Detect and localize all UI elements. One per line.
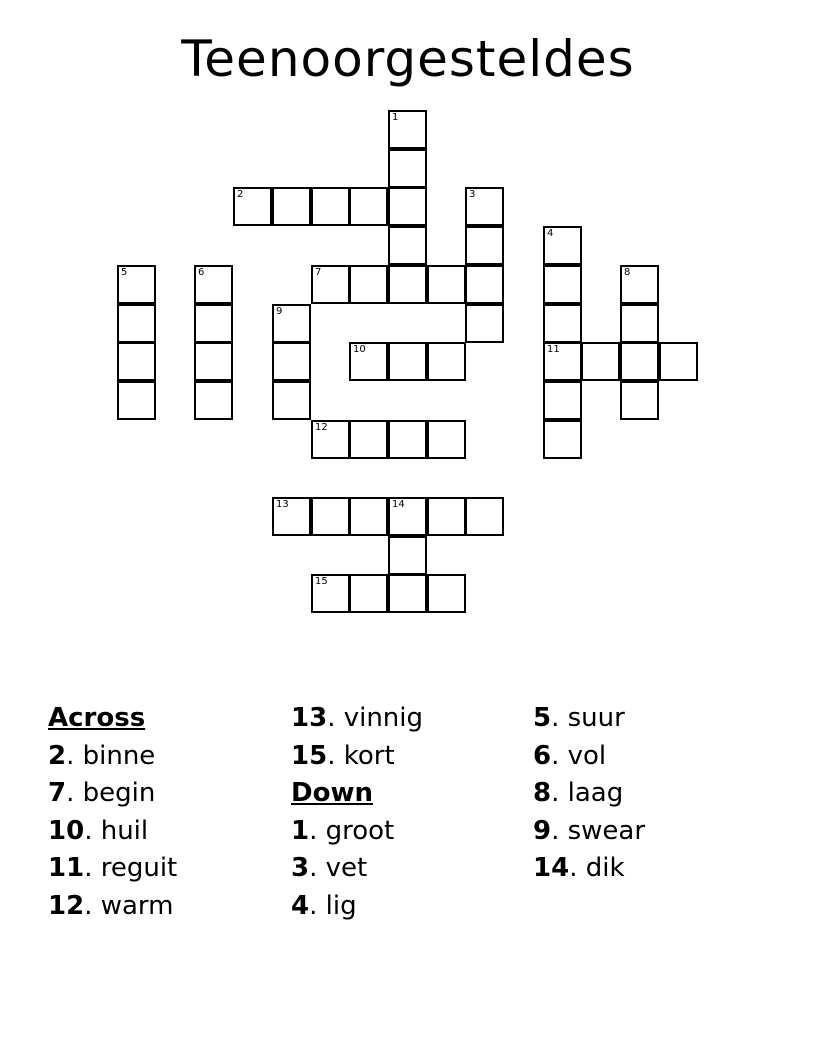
grid-cell[interactable]: [620, 381, 659, 420]
cell-number: 12: [315, 422, 328, 433]
grid-cell[interactable]: [388, 574, 427, 613]
clue-down-1: 1. groot: [291, 815, 395, 846]
grid-cell[interactable]: [388, 187, 427, 226]
grid-cell[interactable]: [194, 381, 233, 420]
cell-number: 13: [276, 499, 289, 510]
cell-number: 1: [392, 112, 399, 123]
cell-number: 4: [547, 228, 554, 239]
grid-cell[interactable]: [543, 265, 582, 304]
clue-down-8: 8. laag: [533, 778, 624, 808]
grid-cell[interactable]: [194, 265, 233, 304]
grid-cell[interactable]: [349, 497, 388, 536]
grid-cell[interactable]: [465, 187, 504, 226]
grid-cell[interactable]: [427, 420, 466, 459]
grid-cell[interactable]: [543, 226, 582, 265]
clue-down-5: 5. suur: [533, 703, 625, 733]
clue-column-2: [291, 700, 423, 925]
clue-across-11: 11. reguit: [48, 853, 178, 883]
grid-cell[interactable]: [272, 497, 311, 536]
grid-cell[interactable]: [388, 536, 427, 575]
clue-column-1: [48, 700, 177, 925]
grid-cell[interactable]: [311, 187, 350, 226]
cell-number: 11: [547, 344, 560, 355]
clue-across-15: 15. kort: [291, 740, 395, 771]
clue-down-9: 9. swear: [533, 815, 646, 846]
grid-cell[interactable]: [465, 497, 504, 536]
cell-number: 5: [121, 267, 128, 278]
across-heading: Across: [48, 703, 146, 733]
clue-down-14: 14. dik: [533, 853, 625, 883]
cell-number: 14: [392, 499, 405, 510]
down-heading: Down: [291, 778, 373, 808]
grid-cell[interactable]: [117, 265, 156, 304]
clue-across-7: 7. begin: [48, 778, 156, 808]
grid-cell[interactable]: [388, 342, 427, 381]
grid-cell[interactable]: [233, 187, 272, 226]
grid-cell[interactable]: [388, 226, 427, 265]
cell-number: 6: [198, 267, 205, 278]
grid-cell[interactable]: [272, 187, 311, 226]
cell-number: 8: [624, 267, 631, 278]
grid-cell[interactable]: [388, 265, 427, 304]
grid-cell[interactable]: [388, 420, 427, 459]
page-title: Teenoorgesteldes: [181, 30, 635, 88]
grid-cell[interactable]: [349, 420, 388, 459]
clue-across-12: 12. warm: [48, 890, 174, 921]
grid-cell[interactable]: [388, 110, 427, 149]
grid-cell[interactable]: [427, 574, 466, 613]
grid-cell[interactable]: [620, 342, 659, 381]
grid-cell[interactable]: [272, 342, 311, 381]
grid-cell[interactable]: [349, 342, 388, 381]
grid-cell[interactable]: [311, 265, 350, 304]
grid-cell[interactable]: [388, 497, 427, 536]
grid-cell[interactable]: [194, 342, 233, 381]
clue-down-6: 6. vol: [533, 740, 607, 771]
grid-cell[interactable]: [427, 265, 466, 304]
grid-cell[interactable]: [620, 304, 659, 343]
grid-cell[interactable]: [543, 420, 582, 459]
cell-number: 2: [237, 189, 244, 200]
grid-cell[interactable]: [427, 497, 466, 536]
cell-number: 10: [353, 344, 366, 355]
grid-cell[interactable]: [465, 226, 504, 265]
cell-number: 9: [276, 306, 283, 317]
grid-cell[interactable]: [388, 149, 427, 188]
clue-across-13: 13. vinnig: [291, 703, 424, 733]
grid-cell[interactable]: [117, 381, 156, 420]
clue-column-3: [533, 700, 645, 888]
grid-cell[interactable]: [427, 342, 466, 381]
grid-cell[interactable]: [349, 187, 388, 226]
cell-number: 15: [315, 576, 328, 587]
clue-down-3: 3. vet: [291, 853, 368, 883]
grid-cell[interactable]: [117, 342, 156, 381]
grid-cell[interactable]: [659, 342, 698, 381]
cell-number: 7: [315, 267, 322, 278]
grid-cell[interactable]: [311, 420, 350, 459]
grid-cell[interactable]: [311, 497, 350, 536]
grid-cell[interactable]: [272, 381, 311, 420]
clue-across-2: 2. binne: [48, 740, 156, 771]
grid-cell[interactable]: [543, 342, 582, 381]
grid-cell[interactable]: [620, 265, 659, 304]
grid-cell[interactable]: [581, 342, 620, 381]
grid-cell[interactable]: [465, 265, 504, 304]
grid-cell[interactable]: [349, 574, 388, 613]
grid-cell[interactable]: [543, 381, 582, 420]
grid-cell[interactable]: [194, 304, 233, 343]
grid-cell[interactable]: [117, 304, 156, 343]
grid-cell[interactable]: [465, 304, 504, 343]
grid-cell[interactable]: [543, 304, 582, 343]
grid-cell[interactable]: [349, 265, 388, 304]
clue-across-10: 10. huil: [48, 815, 149, 846]
grid-cell[interactable]: [272, 304, 311, 343]
clue-down-4: 4. lig: [291, 890, 357, 921]
grid-cell[interactable]: [311, 574, 350, 613]
cell-number: 3: [469, 189, 476, 200]
